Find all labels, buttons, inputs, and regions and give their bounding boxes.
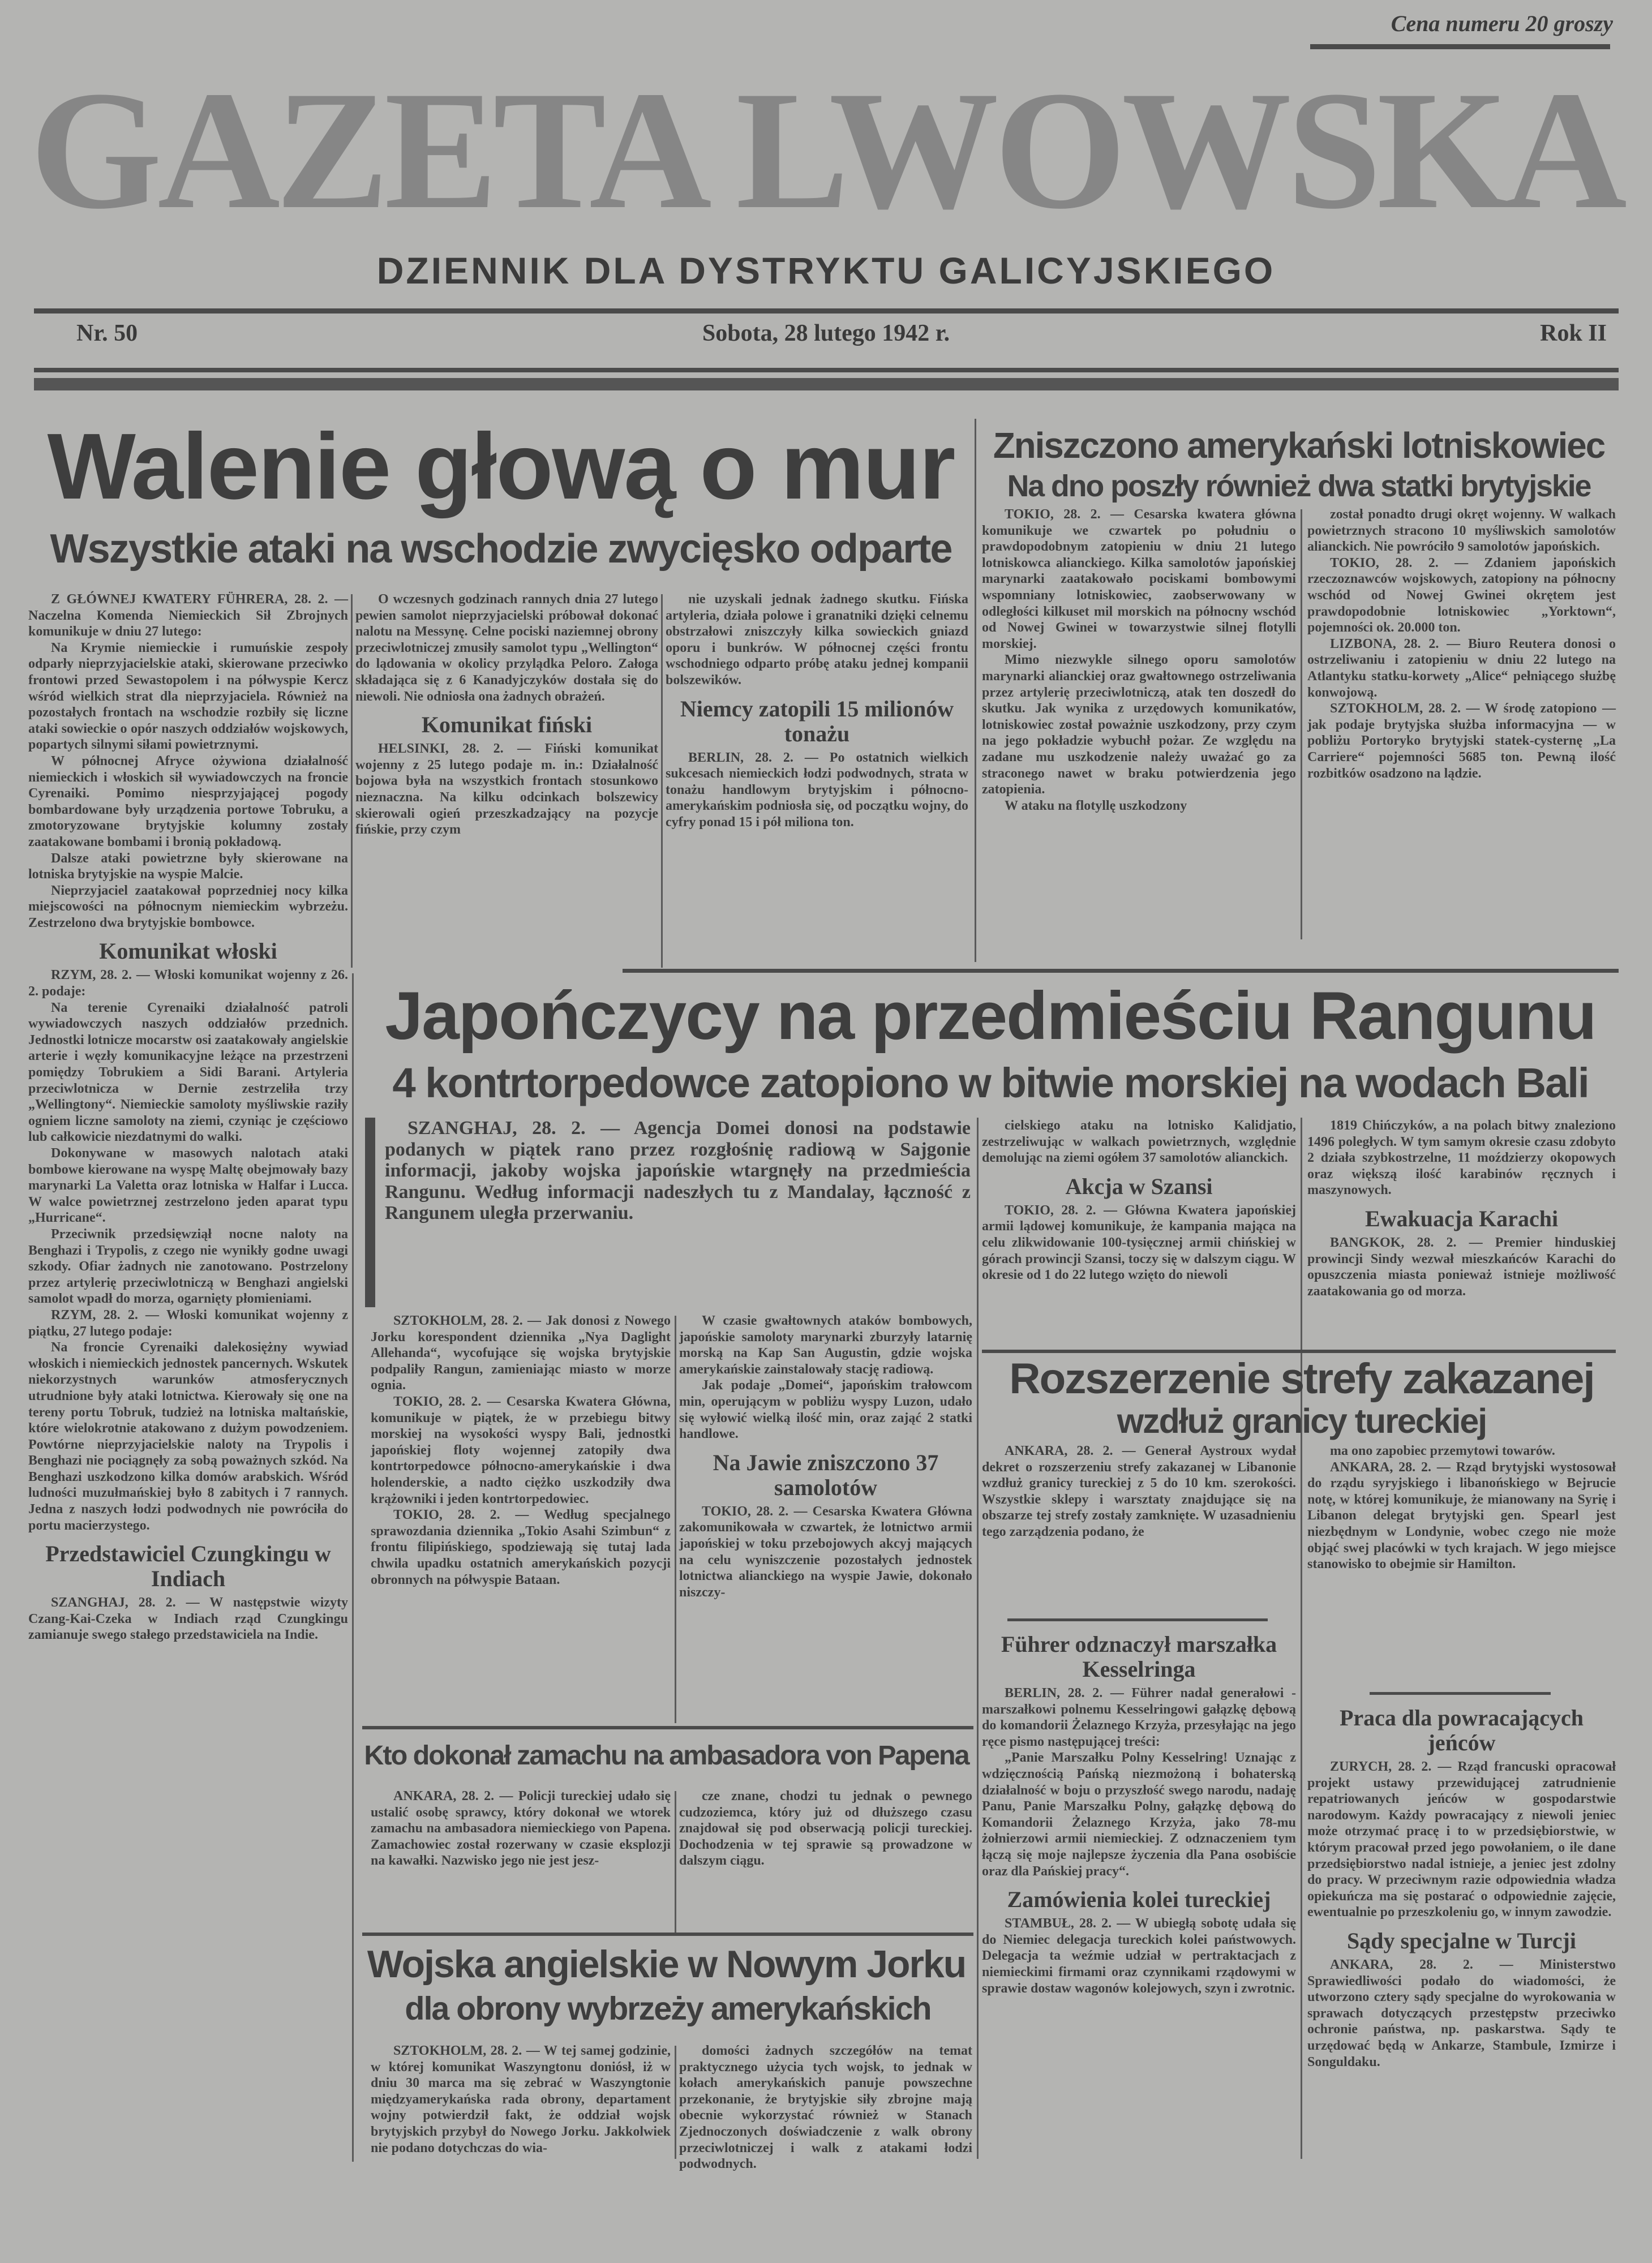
- article-column: [982, 1624, 1296, 1996]
- article-column: [28, 591, 348, 1643]
- divider: [34, 368, 1619, 372]
- lead-bar: [365, 1118, 375, 1307]
- article-paragraph: STAMBUŁ, 28. 2. — W ubiegłą sobotę udała się do Niemiec delegacja tureckich kolei państwowych. Delegacja ta weźmie udział w pertraktacjach z niemieckimi firmami oraz czynnikami rządowymi w sprawie dostaw wagonów kolejowych, szyn i zwrotnic.: [982, 1916, 1296, 1996]
- article-paragraph: został ponadto drugi okręt wojenny. W walkach powietrznych stracono 10 myśliwskich samolotów alianckich. Nie powróciło 9 samolotów japońskich.: [1307, 507, 1616, 555]
- article-paragraph: Przeciwnik przedsięwziął nocne naloty na Benghazi i Trypolis, z czego nie wynikły godne uwagi szkody. Ofiar żadnych nie zanotowano. Postrzelony przez artylerię przeciwlotniczą w Benghazi angielski samolot wpadł do morza, ogarnięty płomieniami.: [28, 1226, 348, 1307]
- column-rule: [352, 973, 354, 2162]
- headline-text: Zniszczono amerykański lotniskowiec: [993, 426, 1605, 466]
- article-paragraph: Dokonywane w masowych nalotach ataki bombowe kierowane na wyspę Maltę obejmowały bazy marynarki La Valetta oraz lotniska w Halfar i Lucca. W walce powietrznej zestrzelono jeden aparat typu „Hurricane“.: [28, 1146, 348, 1226]
- section-heading: Führer odznaczył marszałka Kesselringa: [1001, 1631, 1277, 1682]
- column-rule: [1301, 509, 1302, 939]
- article-paragraph: SZTOKHOLM, 28. 2. — W tej samej godzinie, w której komunikat Waszyngtonu doniósł, iż w dniu 30 marca ma się zebrać w Waszyngtonie międzyamerykańska rada obrony, departament wojny potwierdził fakt, że oddział wojsk brytyjskich przybył do Nowego Jorku. Jakkolwiek nie podano dotychczas do wia-: [371, 2043, 671, 2155]
- article-paragraph: BERLIN, 28. 2. — Führer nadał generałowi - marszałkowi polnemu Kesselringowi gałązkę dębową do komandorii Żelaznego Krzyża, przesyłając na jego ręce pismo następującej treści:: [982, 1686, 1296, 1749]
- article-paragraph: SZTOKHOLM, 28. 2. — Jak donosi z Nowego Jorku korespondent dziennika „Nya Daglight Allehanda“, wycofujące się wojska brytyjskie podpaliły Rangun, zamieniając miasto w morze ognia.: [371, 1313, 671, 1393]
- article-column: [1307, 1698, 1616, 2070]
- column-rule: [975, 419, 976, 962]
- article-paragraph: Z GŁÓWNEJ KWATERY FÜHRERA, 28. 2. — Naczelna Komenda Niemieckich Sił Zbrojnych komunikuje w dniu 27 lutego:: [28, 592, 348, 639]
- article-paragraph: HELSINKI, 28. 2. — Fiński komunikat wojenny z 25 lutego podaje m. in.: Działalność bojowa była na wszystkich frontach stosunkowo nieznaczna. Na kilku odcinkach bolszewicy skierowali ogień przeszkadzający na pozycje fińskie, przy czym: [355, 741, 658, 838]
- section-heading: Praca dla powracających jeńców: [1339, 1705, 1584, 1755]
- article-column: [666, 591, 968, 831]
- section-heading: Komunikat włoski: [99, 938, 277, 964]
- article-paragraph: Dalsze ataki powietrzne były skierowane na lotniska brytyjskie na wyspie Malcie.: [28, 851, 348, 882]
- headline-walenie: [31, 414, 971, 519]
- section-heading: Ewakuacja Karachi: [1364, 1205, 1559, 1231]
- subheadline-text: Wszystkie ataki na wschodzie zwycięsko odparte: [50, 526, 952, 572]
- article-paragraph: RZYM, 28. 2. — Włoski komunikat wojenny z 26. 2. podaje:: [28, 968, 348, 999]
- subheadline-walenie: [31, 523, 971, 574]
- article-paragraph: BANGKOK, 28. 2. — Premier hinduskiej prowincji Sindy wezwał mieszkańców Karachi do opuszczenia miasta ponieważ istnieje możliwość zaatakowania go od morza.: [1307, 1235, 1616, 1299]
- article-paragraph: RZYM, 28. 2. — Włoski komunikat wojenny z piątku, 27 lutego podaje:: [28, 1307, 348, 1339]
- column-rule: [675, 1791, 676, 1933]
- subheadline-rangun: [362, 1057, 1619, 1109]
- divider: [982, 1350, 1616, 1353]
- article-paragraph: cze znane, chodzi tu jednak o pewnego cudzoziemca, który już od dłuższego czasu znajdował się pod obserwacją policji tureckiej. Dochodzenia w tej sprawie są prowadzone w dalszym ciągu.: [679, 1789, 972, 1869]
- article-paragraph: SZTOKHOLM, 28. 2. — W środę zatopiono — jak podaje brytyjska służba informacyjna — w pobliżu Portoryko brytyjski statek-cysternę „La Carriere“ pojemności 5685 ton. Pewną ilość rozbitków osadzono na lądzie.: [1307, 701, 1616, 781]
- article-paragraph: ANKARA, 28. 2. — Ministerstwo Sprawiedliwości podało do wiadomości, że utworzono cztery sądy specjalne do wyrokowania w sprawach dotyczących przestępstw przeciwko ochronie państwa, np. paskarstwa. Sądy te urzędować będą w Ankarze, Stambule, Izmirze i Songuldaku.: [1307, 1957, 1616, 2069]
- headline-text: Kto dokonał zamachu na ambasadora von Papena: [364, 1740, 969, 1771]
- issue-date: Sobota, 28 lutego 1942 r.: [702, 320, 950, 346]
- section-heading: Niemcy zatopili 15 milionów tonażu: [680, 695, 954, 746]
- article-paragraph: cielskiego ataku na lotnisko Kalidjatio, zestrzeliwując w walkach powietrznych, względnie demolując na ziemi ogółem 37 samolotów alianckich.: [982, 1118, 1296, 1166]
- article-column: [1307, 1118, 1616, 1299]
- article-paragraph: TOKIO, 28. 2. — Według specjalnego sprawozdania dziennika „Tokio Asahi Szimbun“ z frontu filipińskiego, spodziewają się tutaj lada chwila upadku ostatnich amerykańskich pozycji obronnych na półwyspie Bataan.: [371, 1508, 671, 1587]
- price-underline: [1310, 44, 1610, 49]
- headline-strefa: [996, 1355, 1607, 1403]
- newspaper-subtitle: DZIENNIK DLA DYSTRYKTU GALICYJSKIEGO: [376, 250, 1276, 291]
- subheadline-nowyjork: [396, 1992, 939, 2026]
- article-column: [679, 1313, 972, 1600]
- article-paragraph: „Panie Marszałku Polny Kesselring! Uznając z wdzięcznością Pańską niezmożoną i bohaterską działalność w boju o przyszłość swego narodu, nadaję Panu, Panie Marszałku Polny, gałązkę dębową do Komandorii Żelaznego Krzyża, jako 78-mu żołnierzowi armii niemieckiej. Z odznaczeniem tym łączą się moje najlepsze życzenia dla Pana osobiście oraz dla Pańskiej pracy“.: [982, 1750, 1296, 1879]
- article-paragraph: Nieprzyjaciel zaatakował poprzedniej nocy kilka miejscowości na północnym niemieckim wybrzeżu. Zestrzelono dwa brytyjskie bombowce.: [28, 883, 348, 930]
- article-paragraph: nie uzyskali jednak żadnego skutku. Fińska artyleria, działa polowe i granatniki dzięki celnemu obstrzałowi zniszczyły kilka sowieckich gniazd oporu i bunkrów. W północnej części frontu wschodniego odparto próbę ataku jednej kompanii bolszewików.: [666, 592, 968, 688]
- section-heading: Akcja w Szansi: [1065, 1173, 1213, 1199]
- subheadline-text: Na dno poszły również dwa statki brytyjskie: [1007, 469, 1591, 503]
- article-paragraph: TOKIO, 28. 2. — Zdaniem japońskich rzeczoznawców wojskowych, zatopiony na północny wschód od Nowej Gwinei okrętem jest prawdopodobnie lotniskowiec „Yorktown“, pojemności ok. 20.000 ton.: [1307, 555, 1616, 635]
- divider: [623, 969, 1619, 973]
- article-column: [1307, 1443, 1616, 1573]
- issue-year: Rok II: [1540, 320, 1607, 346]
- headline-lotniskowiec: [982, 423, 1616, 469]
- article-paragraph: Na terenie Cyrenaiki działalność patroli wywiadowczych naszych oddziałów przednich. Jednostki lotnicze mocarstw osi zaatakowały angielskie arterie i węzły komunikacyjne leżące na przestrzeni pomiędzy Tobrukiem a Sidi Barani. Artyleria przeciwlotnicza w Dernie zestrzeliła trzy „Wellingtony“. Niemieckie samoloty myśliwskie raziły ogniem liczne samoloty na ziemi, czyniąc je częściowo lub całkowicie niezdatnymi do walki.: [28, 1000, 348, 1145]
- section-heading: Zamówienia kolei tureckiej: [1007, 1887, 1271, 1913]
- article-paragraph: Na froncie Cyrenaiki dalekosiężny wywiad włoskich i niemieckich jednostek pancernych. Wskutek niekorzystnych warunków atmosferycznych utrudnione były ataki lotnictwa. Kierowały się one na tereny portu Tobruk, tudzież na lotniska maltańskie, które wielokrotnie atakowano z dużym powodzeniem. Powtórne nieprzyjacielskie naloty na Trypolis i Benghazi nie pociągnęły za sobą poważnych szkód. Na Benghazi uszkodzono kilka domów arabskich. Wśród ludności muzułmańskiej było 8 zabitych i 7 rannych. Jedna z naszych łodzi podwodnych nie powróciła do portu macierzystego.: [28, 1340, 348, 1533]
- subheadline-text: 4 kontrtorpedowce zatopiono w bitwie morskiej na wodach Bali: [392, 1059, 1589, 1106]
- article-column: [982, 1118, 1296, 1283]
- section-heading: Komunikat fiński: [421, 712, 593, 738]
- article-column: [1307, 506, 1616, 781]
- divider: [34, 308, 1619, 314]
- article-paragraph: ANKARA, 28. 2. — Rząd brytyjski wystosował do rządu syryjskiego i libanońskiego w Bejrucie notę, w której komunikuje, że mianowany na Syrię i Libanon delegat brytyjski gen. Spearl jest niezbędnym w Londynie, wobec czego nie może objąć swej placówki w tych krajach. W jego miejsce stanowisko to obejmie sir Hamilton.: [1307, 1459, 1616, 1572]
- headline-nowyjork: [362, 1940, 971, 1990]
- article-paragraph: domości żadnych szczegółów na temat praktycznego użycia tych wojsk, to jednak w kołach amerykańskich panuje powszechne przekonanie, że brytyjskie siły zbrojne mają obecnie wykorzystać również w Stanach Zjednoczonych doświadczenie z walk obrony przeciwlotniczej i walk z atakami łodzi podwodnych.: [679, 2043, 972, 2172]
- article-paragraph: TOKIO, 28. 2. — Cesarska Kwatera Główna zakomunikowała w czwartek, że lotnictwo armii japońskiej w toku przebojowych akcyj mających na celu wyniszczenie pozostałych jednostek lotnictwa alianckiego na wyspie Jawie, dokonało niszczy-: [679, 1504, 972, 1600]
- article-column: [982, 506, 1296, 814]
- divider: [1007, 1618, 1268, 1621]
- divider: [362, 1933, 973, 1936]
- headline-text: Japończycy na przedmieściu Rangunu: [385, 978, 1596, 1054]
- article-paragraph: ANKARA, 28. 2. — Policji tureckiej udało się ustalić osobę sprawcy, który dokonał we wtorek zamachu na ambasadora niemieckiego von Papena. Zamachowiec został rozerwany w czasie eksplozji na kawałki. Nazwisko jego nie jest jesz-: [371, 1789, 671, 1869]
- divider: [34, 378, 1619, 390]
- subheadline-strefa: [1109, 1402, 1494, 1440]
- article-paragraph: W czasie gwałtownych ataków bombowych, japońskie samoloty marynarki zburzyły latarnię morską na Kap San Augustin, gdzie wojska amerykańskie zainstalowały stację radiową.: [679, 1313, 972, 1377]
- headline-rangun: [362, 976, 1619, 1055]
- headline-text: Walenie głową o mur: [47, 414, 955, 519]
- headline-text: Rozszerzenie strefy zakazanej: [1009, 1355, 1594, 1403]
- article-column: [355, 591, 658, 838]
- article-paragraph: W północnej Afryce ożywiona działalność niemieckich i włoskich sił wywiadowczych na froncie Cyrenaiki. Pomimo niesprzyjającej pogody bombardowane były urządzenia portowe Tobruku, a zmotoryzowane brytyjskie kolumny zostały zaatakowane bombami i bronią pokładową.: [28, 753, 348, 849]
- column-rule: [661, 594, 663, 968]
- article-paragraph: ma ono zapobiec przemytowi towarów.: [1330, 1444, 1555, 1458]
- section-heading: Na Jawie zniszczono 37 samolotów: [713, 1449, 939, 1500]
- article-paragraph: ANKARA, 28. 2. — Generał Aystroux wydał dekret o rozszerzeniu strefy zakazanej w Libanonie wzdłuż granicy tureckiej z 5 do 10 km. szerokości. Wszystkie sklepy i warsztaty znajdujące się na obszarze tej strefy zostały zamknięte. W uzasadnieniu tego zarządzenia podano, że: [982, 1444, 1296, 1539]
- column-rule: [1301, 1118, 1302, 2159]
- divider: [1370, 1692, 1551, 1695]
- column-rule: [675, 2046, 676, 2159]
- section-heading: Przedstawiciel Czungkingu w Indiach: [45, 1541, 331, 1592]
- headline-text: Wojska angielskie w Nowym Jorku: [367, 1943, 966, 1986]
- article-paragraph: LIZBONA, 28. 2. — Biuro Reutera donosi o ostrzeliwaniu i zatopieniu w dniu 22 lutego na Atlantyku statku-korwety „Alice“ pełniącego służbę konwojową.: [1307, 636, 1616, 700]
- subheadline-lotniskowiec: [996, 471, 1602, 501]
- article-paragraph: Mimo niezwykle silnego oporu samolotów marynarki alianckiej oraz gwałtownego ostrzeliwania przez artylerię przeciwlotniczą, atak ten doszedł do skutku. Jak wynika z urzędowych komunikatów, lotniskowiec został poważnie uszkodzony, przy czym na jego pokładzie wybuchł pożar. Ze względu na zadane mu uszkodzenie należy uważać go za straconego nawet w braku potwierdzenia jego zatopienia.: [982, 652, 1296, 797]
- article-column: [679, 1788, 972, 1869]
- article-column: [679, 2043, 972, 2172]
- article-column: [371, 2043, 671, 2156]
- newspaper-title: [23, 57, 1630, 243]
- article-paragraph: ZURYCH, 28. 2. — Rząd francuski opracował projekt ustawy przewidującej zatrudnienie repatriowanych jeńców w gospodarstwie narodowym. Każdy powracający z niewoli jeniec może otrzymać pracę i to w przedsiębiorstwie, w którym pracował przed jego powołaniem, o ile dane przedsiębiorstwo nadal istnieje, a jeniec jest zdolny do pracy. W przeciwnym razie odpowiednia władza opiekuńcza ma się postarać o odpowiednie zajęcie, ewentualnie po przeszkoleniu go, w innym zawodzie.: [1307, 1759, 1616, 1920]
- article-paragraph: Jak podaje „Domei“, japońskim trałowcom min, operującym w pobliżu wyspy Luzon, udało się wyłowić wielką ilość min, oraz zająć 2 statki handlowe.: [679, 1378, 972, 1442]
- section-heading: Sądy specjalne w Turcji: [1347, 1927, 1576, 1953]
- subheadline-text: dla obrony wybrzeży amerykańskich: [405, 1991, 931, 2027]
- article-paragraph: O wczesnych godzinach rannych dnia 27 lutego pewien samolot nieprzyjacielski próbował dokonać nalotu na Messynę. Celne pociski naziemnej obrony przeciwlotniczej zmusiły samolot typu „Wellington“ do lądowania w okolicy przylądka Peloro. Załoga składająca się z 6 Kanadyjczyków dostała się do niewoli. Nie odniosła ona żadnych obrażeń.: [355, 592, 658, 704]
- article-column: [371, 1788, 671, 1869]
- issue-number: Nr. 50: [76, 320, 138, 346]
- column-rule: [977, 1118, 979, 2159]
- price-label: Cena numeru 20 groszy: [1391, 11, 1613, 36]
- article-paragraph: TOKIO, 28. 2. — Cesarska kwatera główna komunikuje we czwartek po południu o prawdopodobnym zatopieniu w dniu 21 lutego lotniskowca alianckiego. Kilka samolotów japońskiej marynarki zaatakowało pociskami bombowymi wspomniany lotniskowiec, zaobserwowany w odległości kilkuset mil morskich na północny wschód od Nowej Gwinei w towarzystwie silnej flotylli morskiej.: [982, 507, 1296, 651]
- article-column: [982, 1443, 1296, 1540]
- column-rule: [351, 594, 353, 968]
- headline-papen: [362, 1734, 971, 1776]
- article-paragraph: BERLIN, 28. 2. — Po ostatnich wielkich sukcesach niemieckich łodzi podwodnych, strata w tonażu handlowym brytyjskim i północno-amerykańskim podniosła się, od początku wojny, do cyfry ponad 15 i pół miliona ton.: [666, 750, 968, 830]
- newspaper-title-text: GAZETA LWOWSKA: [30, 56, 1623, 244]
- subheadline-text: wzdłuż granicy tureckiej: [1117, 1402, 1487, 1440]
- article-paragraph: SZANGHAJ, 28. 2. — W następstwie wizyty Czang-Kai-Czeka w Indiach rząd Czungkingu zamianuje swego stałego przedstawiciela na Indie.: [28, 1595, 348, 1643]
- article-paragraph: Na Krymie niemieckie i rumuńskie zespoły odparły nieprzyjacielskie ataki, skierowane przeciwko frontowi przed Sewastopolem i na półwyspie Kercz wśród wielkich strat dla nieprzyjaciela. Również na pozostałych frontach na wschodzie rozbiły się liczne ataki sowieckie o opór naszych oddziałów wojskowych, popartych silnymi siłami powietrznymi.: [28, 640, 348, 753]
- divider: [362, 1726, 973, 1729]
- article-paragraph: SZANGHAJ, 28. 2. — Agencja Domei donosi na podstawie podanych w piątek rano przez rozgłośnię radiową w Sajgonie informacji, jakoby wojska japońskie wtargnęły na przedmieścia Rangunu. Według informacji nadeszłych tu z Mandalay, łączność z Rangunem uległa przerwaniu.: [385, 1118, 971, 1223]
- article-paragraph: TOKIO, 28. 2. — Główna Kwatera japońskiej armii lądowej komunikuje, że kampania mająca na celu zlikwidowanie 100-tysięcznej armii chińskiej w górach prowincji Szansi, toczy się w dalszym ciągu. W okresie od 1 do 22 lutego wzięto do niewoli: [982, 1203, 1296, 1283]
- article-column: [371, 1313, 671, 1588]
- article-paragraph: 1819 Chińczyków, a na polach bitwy znaleziono 1496 poległych. W tym samym okresie czasu zdobyto 2 działa szybkostrzelne, 11 moździerzy okopowych oraz większą ilość karabinów ręcznych i maszynowych.: [1307, 1118, 1616, 1198]
- article-lead: [385, 1118, 971, 1224]
- article-paragraph: W ataku na flotyllę uszkodzony: [1005, 798, 1187, 813]
- article-paragraph: TOKIO, 28. 2. — Cesarska Kwatera Główna, komunikuje w piątek, że w przebiegu bitwy morskiej na wysokości wyspy Bali, jednostki japońskiej floty wojennej zatopiły dwa kontrtorpedowce północno-amerykańskie i dwa holenderskie, a nadto ciężko uszkodziły dwa krążowniki i jeden kontrtorpedowiec.: [371, 1394, 671, 1506]
- column-rule: [675, 1316, 676, 1723]
